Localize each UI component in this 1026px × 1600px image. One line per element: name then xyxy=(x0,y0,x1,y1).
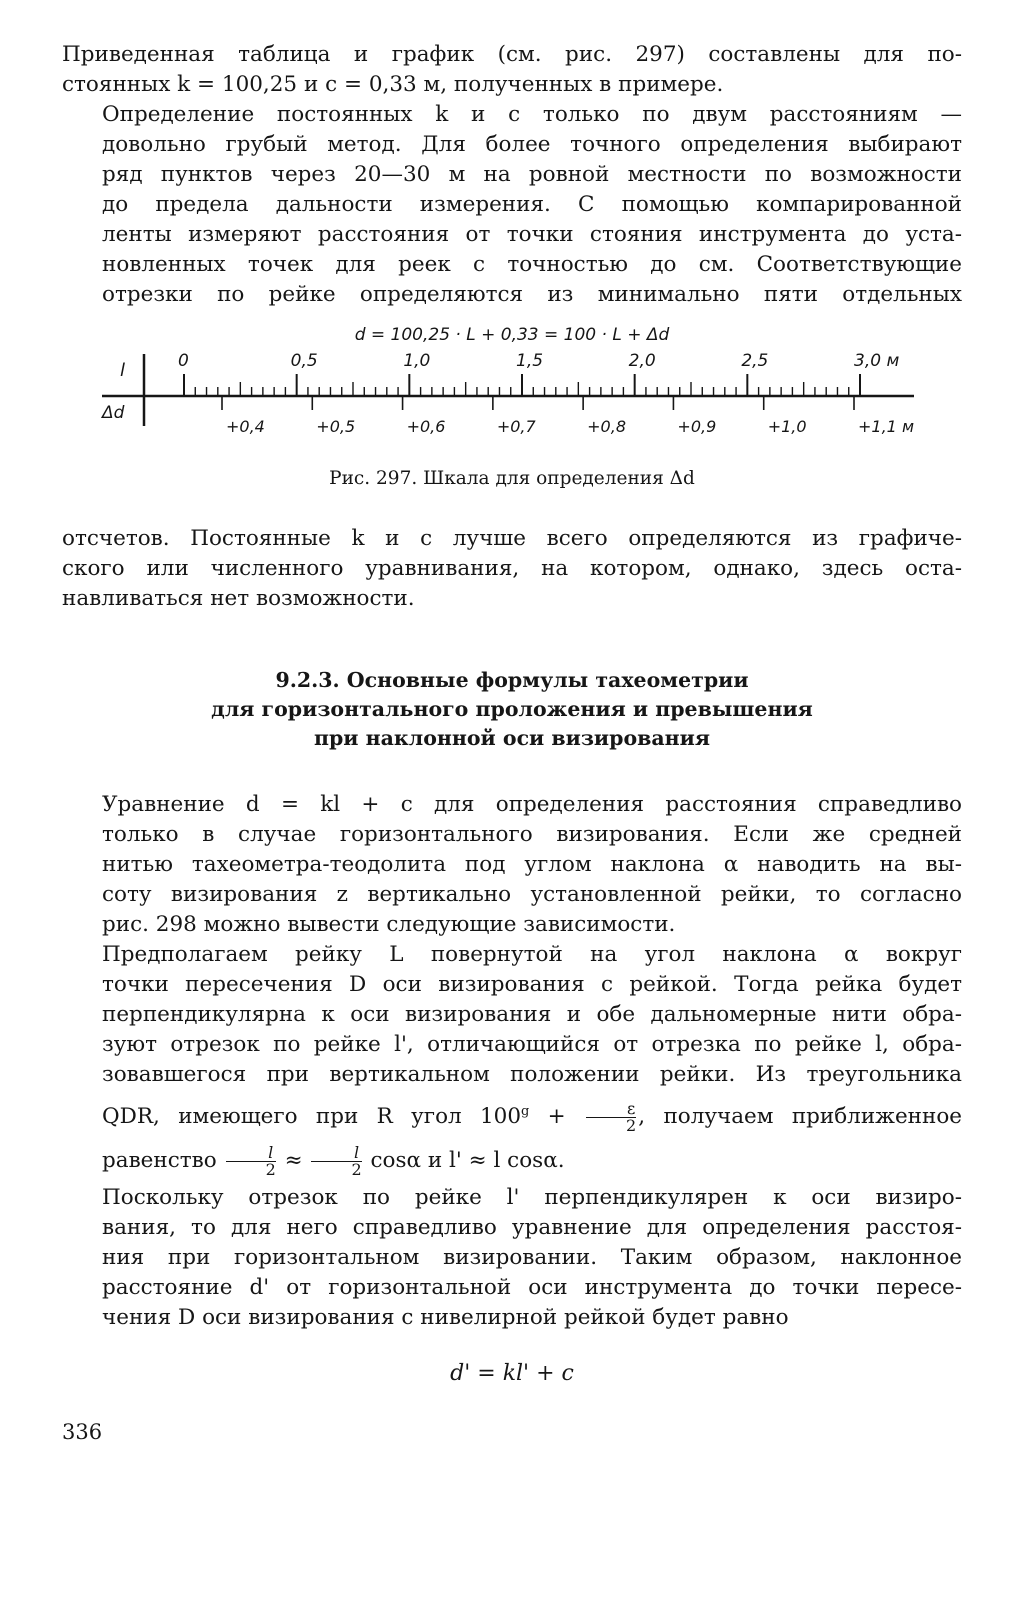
text-line: перпендикулярна к оси визирования и обе дальномерные нити обра- xyxy=(102,1002,962,1027)
text-span: + xyxy=(529,1104,584,1130)
bottom-label: +0,5 xyxy=(316,417,356,436)
fraction-l-2 xyxy=(226,1142,276,1179)
text-line: вания, то для него справедливо уравнение для определения расстоя- xyxy=(102,1215,962,1241)
paragraph-5 xyxy=(62,940,962,1183)
fraction-denominator: 2 xyxy=(265,1159,276,1179)
text-span: cosα и l' ≈ l cosα. xyxy=(363,1148,565,1174)
row-label-delta-d: Δd xyxy=(102,403,125,423)
grad-superscript: g xyxy=(521,1104,530,1119)
fraction-numerator: l xyxy=(226,1145,276,1162)
heading-line: 9.2.3. Основные формулы тахеометрии xyxy=(275,668,749,692)
fraction-numerator: ε xyxy=(586,1101,636,1118)
top-label: 3,0 м xyxy=(854,351,900,371)
top-label: 1,5 xyxy=(516,351,544,371)
text-span: QDR, имеющего при R угол 100 xyxy=(102,1104,522,1130)
text-line: Определение постоянных k и c только по двум расстояниям — xyxy=(102,102,962,127)
bottom-label: +0,9 xyxy=(677,417,717,436)
scale-diagram xyxy=(62,314,962,464)
heading-line: для горизонтального проложения и превышения xyxy=(211,697,813,721)
text-line: новленных точек для реек с точностью до см. Соответствующие xyxy=(102,252,962,277)
text-line: расстояние d' от горизонтальной оси инструмента до точки пересе- xyxy=(102,1275,962,1301)
heading-line: при наклонной оси визирования xyxy=(313,726,711,750)
row-label-l: l xyxy=(120,360,126,381)
figure-297 xyxy=(62,314,962,524)
text-line: чения D оси визирования с нивелирной рейкой будет равно xyxy=(102,1305,789,1331)
top-label: 2,5 xyxy=(741,351,769,371)
fraction-numerator: l xyxy=(311,1145,361,1162)
top-label: 0 xyxy=(178,351,189,371)
text-line: довольно грубый метод. Для более точного определения выбирают xyxy=(102,132,962,157)
paragraph-4 xyxy=(62,790,962,940)
section-heading xyxy=(62,666,962,753)
text-line: только в случае горизонтального визирования. Если же средней xyxy=(102,822,962,847)
bottom-label: +0,6 xyxy=(406,417,446,436)
page xyxy=(62,40,962,1386)
fraction-epsilon-2 xyxy=(586,1098,637,1135)
top-labels xyxy=(178,351,899,371)
text-line: ского или численного уравнивания, на котором, однако, здесь оста- xyxy=(62,556,962,581)
bottom-label: +1,0 xyxy=(767,417,807,436)
paragraph-2 xyxy=(62,100,962,310)
text-line: точки пересечения D оси визирования с рейкой. Тогда рейка будет xyxy=(102,972,962,997)
text-line: Приведенная таблица и график (см. рис. 297) составлены для по- xyxy=(62,42,962,67)
bottom-label: +0,7 xyxy=(496,417,536,436)
text-line: нитью тахеометра-теодолита под углом наклона α наводить на вы- xyxy=(102,852,962,877)
text-line: ряд пунктов через 20—30 м на ровной местности по возможности xyxy=(102,162,962,187)
top-label: 0,5 xyxy=(290,351,318,371)
text-span: , получаем приближенное xyxy=(638,1104,962,1130)
text-line-with-fraction xyxy=(62,1139,962,1183)
text-span: равенство xyxy=(102,1148,224,1174)
fraction-l-2 xyxy=(311,1142,362,1179)
text-line: зовавшегося при вертикальном положении рейки. Из треугольника xyxy=(102,1062,962,1087)
text-line: отрезки по рейке определяются из минимально пяти отдельных xyxy=(102,282,962,307)
figure-caption: Рис. 297. Шкала для определения Δd xyxy=(329,468,695,489)
bottom-labels xyxy=(226,417,914,436)
text-line: навливаться нет возможности. xyxy=(62,586,415,611)
fraction-denominator: 2 xyxy=(351,1159,362,1179)
paragraph-6 xyxy=(62,1183,962,1333)
equation: d' = kl' + c xyxy=(450,1361,574,1387)
text-line: ния при горизонтальном визировании. Таким образом, наклонное xyxy=(102,1245,962,1271)
paragraph-1 xyxy=(62,40,962,100)
text-line: зуют отрезок по рейке l', отличающийся от отрезка по рейке l, обра- xyxy=(102,1032,962,1057)
top-label: 2,0 xyxy=(628,351,656,371)
text-line: Уравнение d = kl + c для определения расстояния справедливо xyxy=(102,792,962,817)
text-line: соту визирования z вертикально установленной рейки, то согласно xyxy=(102,882,962,907)
text-span: ≈ xyxy=(277,1148,310,1174)
bottom-label: +1,1 м xyxy=(858,417,915,436)
page-number: 336 xyxy=(62,1420,103,1444)
scale-formula: d = 100,25 · L + 0,33 = 100 · L + Δd xyxy=(354,325,670,345)
text-line: отсчетов. Постоянные k и c лучше всего определяются из графиче- xyxy=(62,526,962,551)
text-line-with-fraction xyxy=(62,1090,962,1139)
text-line: Поскольку отрезок по рейке l' перпендикулярен к оси визиро- xyxy=(102,1185,962,1211)
text-line: ленты измеряют расстояния от точки стояния инструмента до уста- xyxy=(102,222,962,247)
bottom-label: +0,8 xyxy=(587,417,627,436)
text-line: стоянных k = 100,25 и c = 0,33 м, полученных в примере. xyxy=(62,72,724,97)
scale-ticks xyxy=(184,374,860,410)
paragraph-3 xyxy=(62,524,962,614)
bottom-label: +0,4 xyxy=(226,417,265,436)
top-label: 1,0 xyxy=(403,351,431,371)
text-line: рис. 298 можно вывести следующие зависимости. xyxy=(102,912,676,937)
text-line: Предполагаем рейку L повернутой на угол наклона α вокруг xyxy=(102,942,962,967)
fraction-denominator: 2 xyxy=(626,1115,637,1135)
text-line: до предела дальности измерения. С помощью компарированной xyxy=(102,192,962,217)
